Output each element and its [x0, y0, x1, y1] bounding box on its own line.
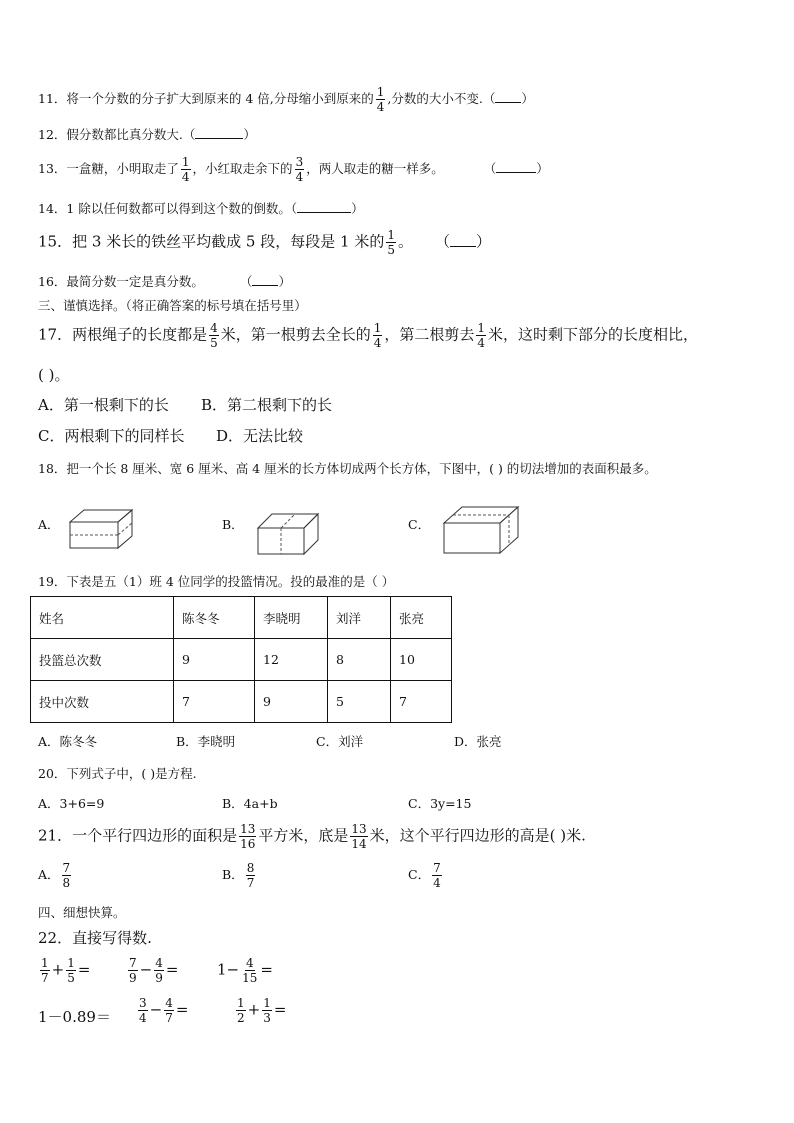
option-b[interactable]: B．4a+b: [222, 796, 278, 811]
table-cell: 9: [255, 681, 328, 723]
table-cell: 姓名: [31, 597, 174, 639]
option-b[interactable]: B． $\frac{8}{7}$: [222, 861, 255, 890]
option-b[interactable]: B．李晓明: [176, 734, 236, 749]
cuboid-vertical-cut-figure: [256, 512, 320, 556]
shooting-table: [30, 596, 452, 723]
table-row: [31, 639, 452, 681]
option-a[interactable]: A．3+6=9: [38, 796, 105, 811]
question-19: 19．下表是五（1）班 4 位同学的投篮情况。投的最准的是（ ）: [38, 574, 395, 589]
question-18: 18．把一个长 8 厘米、宽 6 厘米、高 4 厘米的长方体切成两个长方体，下图中，( ) 的切法增加的表面积最多。: [38, 461, 657, 476]
option-d[interactable]: D．张亮: [454, 734, 502, 749]
answer-blank[interactable]: [450, 234, 476, 247]
calc-expression: 1－0.89＝: [38, 1008, 111, 1026]
answer-blank[interactable]: [195, 126, 243, 139]
fraction: $\frac{13}{14}$: [351, 822, 367, 851]
answer-paren[interactable]: ( )。: [38, 366, 70, 384]
question-12: 12．假分数都比真分数大.（ ）: [38, 127, 256, 142]
fraction: $\frac{1}{4}$: [181, 155, 190, 184]
table-cell: 张亮: [391, 597, 452, 639]
option-c[interactable]: C．刘洋: [316, 734, 364, 749]
fraction: $\frac{13}{16}$: [240, 822, 256, 851]
question-20: 20．下列式子中，( )是方程.: [38, 766, 197, 781]
answer-blank[interactable]: [297, 200, 351, 213]
question-13: 13．一盒糖，小明取走了 $\frac{1}{4}$ ，小红取走余下的 $\frac{3}{4}$ ，两人取走的糖一样多。 （ ）: [38, 155, 549, 184]
answer-blank[interactable]: [495, 90, 521, 103]
answer-blank[interactable]: [496, 160, 536, 173]
fraction: $\frac{7}{8}$: [62, 861, 71, 890]
option-a[interactable]: A．陈冬冬: [38, 734, 98, 749]
table-cell: 9: [174, 639, 255, 681]
calc-expression: $\frac{7}{9}$ − $\frac{4}{9}$ =: [129, 956, 179, 985]
fraction: $\frac{1}{4}$: [373, 321, 382, 350]
option-b[interactable]: B．第二根剩下的长: [201, 396, 333, 414]
option-a[interactable]: A．第一根剩下的长: [38, 396, 169, 414]
table-cell: 7: [174, 681, 255, 723]
fraction: $\frac{1}{4}$: [376, 85, 385, 114]
option-a[interactable]: A． $\frac{7}{8}$: [38, 861, 71, 890]
section-heading: 四、细想快算。: [38, 905, 126, 920]
table-cell: 5: [328, 681, 391, 723]
question-14: 14．1 除以任何数都可以得到这个数的倒数。（ ）: [38, 201, 364, 216]
option-c[interactable]: C． $\frac{7}{4}$: [408, 861, 441, 890]
table-cell: 12: [255, 639, 328, 681]
calc-expression: 1− $\frac{4}{15}$ =: [217, 956, 273, 985]
option-d[interactable]: D．无法比较: [216, 427, 304, 445]
question-21: 21．一个平行四边形的面积是 $\frac{13}{16}$ 平方米，底是 $\frac{13}{14}$ 米，这个平行四边形的高是( )米.: [38, 822, 586, 851]
table-row: [31, 681, 452, 723]
table-cell: 刘洋: [328, 597, 391, 639]
option-c[interactable]: C．: [408, 517, 431, 532]
calc-expression: $\frac{1}{2}$ + $\frac{1}{3}$ =: [237, 996, 287, 1025]
question-15: 15．把 3 米长的铁丝平均截成 5 段，每段是 1 米的 $\frac{1}{5}$ 。 （ ）: [38, 228, 492, 257]
fraction: $\frac{1}{5}$: [387, 228, 395, 257]
section-heading: 三、谨慎选择。（将正确答案的标号填在括号里）: [38, 298, 307, 313]
table-cell: 李晓明: [255, 597, 328, 639]
question-11: 11．将一个分数的分子扩大到原来的 4 倍,分母缩小到原来的 $\frac{1}{4}$ ,分数的大小不变.（ ）: [38, 85, 534, 114]
fraction: $\frac{3}{4}$: [295, 155, 304, 184]
option-a[interactable]: A．: [38, 517, 60, 532]
table-cell: 投中次数: [31, 681, 174, 723]
answer-blank[interactable]: [252, 273, 278, 286]
option-b[interactable]: B．: [222, 517, 244, 532]
fraction: $\frac{4}{5}$: [210, 321, 218, 350]
cuboid-horizontal-cut-figure: [68, 508, 134, 550]
question-22: 22．直接写得数.: [38, 929, 152, 947]
cuboid-depth-cut-figure: [442, 505, 520, 555]
table-cell: 陈冬冬: [174, 597, 255, 639]
question-16: 16．最简分数一定是真分数。 （ ）: [38, 274, 291, 289]
calc-expression: $\frac{1}{7}$ + $\frac{1}{5}$ =: [41, 956, 91, 985]
table-cell: 8: [328, 639, 391, 681]
option-c[interactable]: C．两根剩下的同样长: [38, 427, 185, 445]
table-header-row: [31, 597, 452, 639]
fraction: $\frac{7}{4}$: [433, 861, 441, 890]
table-cell: 7: [391, 681, 452, 723]
table-cell: 投篮总次数: [31, 639, 174, 681]
fraction: $\frac{8}{7}$: [246, 861, 255, 890]
question-17: 17．两根绳子的长度都是 $\frac{4}{5}$ 米，第一根剪去全长的 $\frac{1}{4}$ ，第二根剪去 $\frac{1}{4}$ 米，这时剩下部分的长度相比，: [38, 321, 699, 350]
fraction: $\frac{1}{4}$: [477, 321, 486, 350]
calc-expression: $\frac{3}{4}$ − $\frac{4}{7}$ =: [139, 996, 189, 1025]
table-cell: 10: [391, 639, 452, 681]
option-c[interactable]: C．3y=15: [408, 796, 472, 811]
